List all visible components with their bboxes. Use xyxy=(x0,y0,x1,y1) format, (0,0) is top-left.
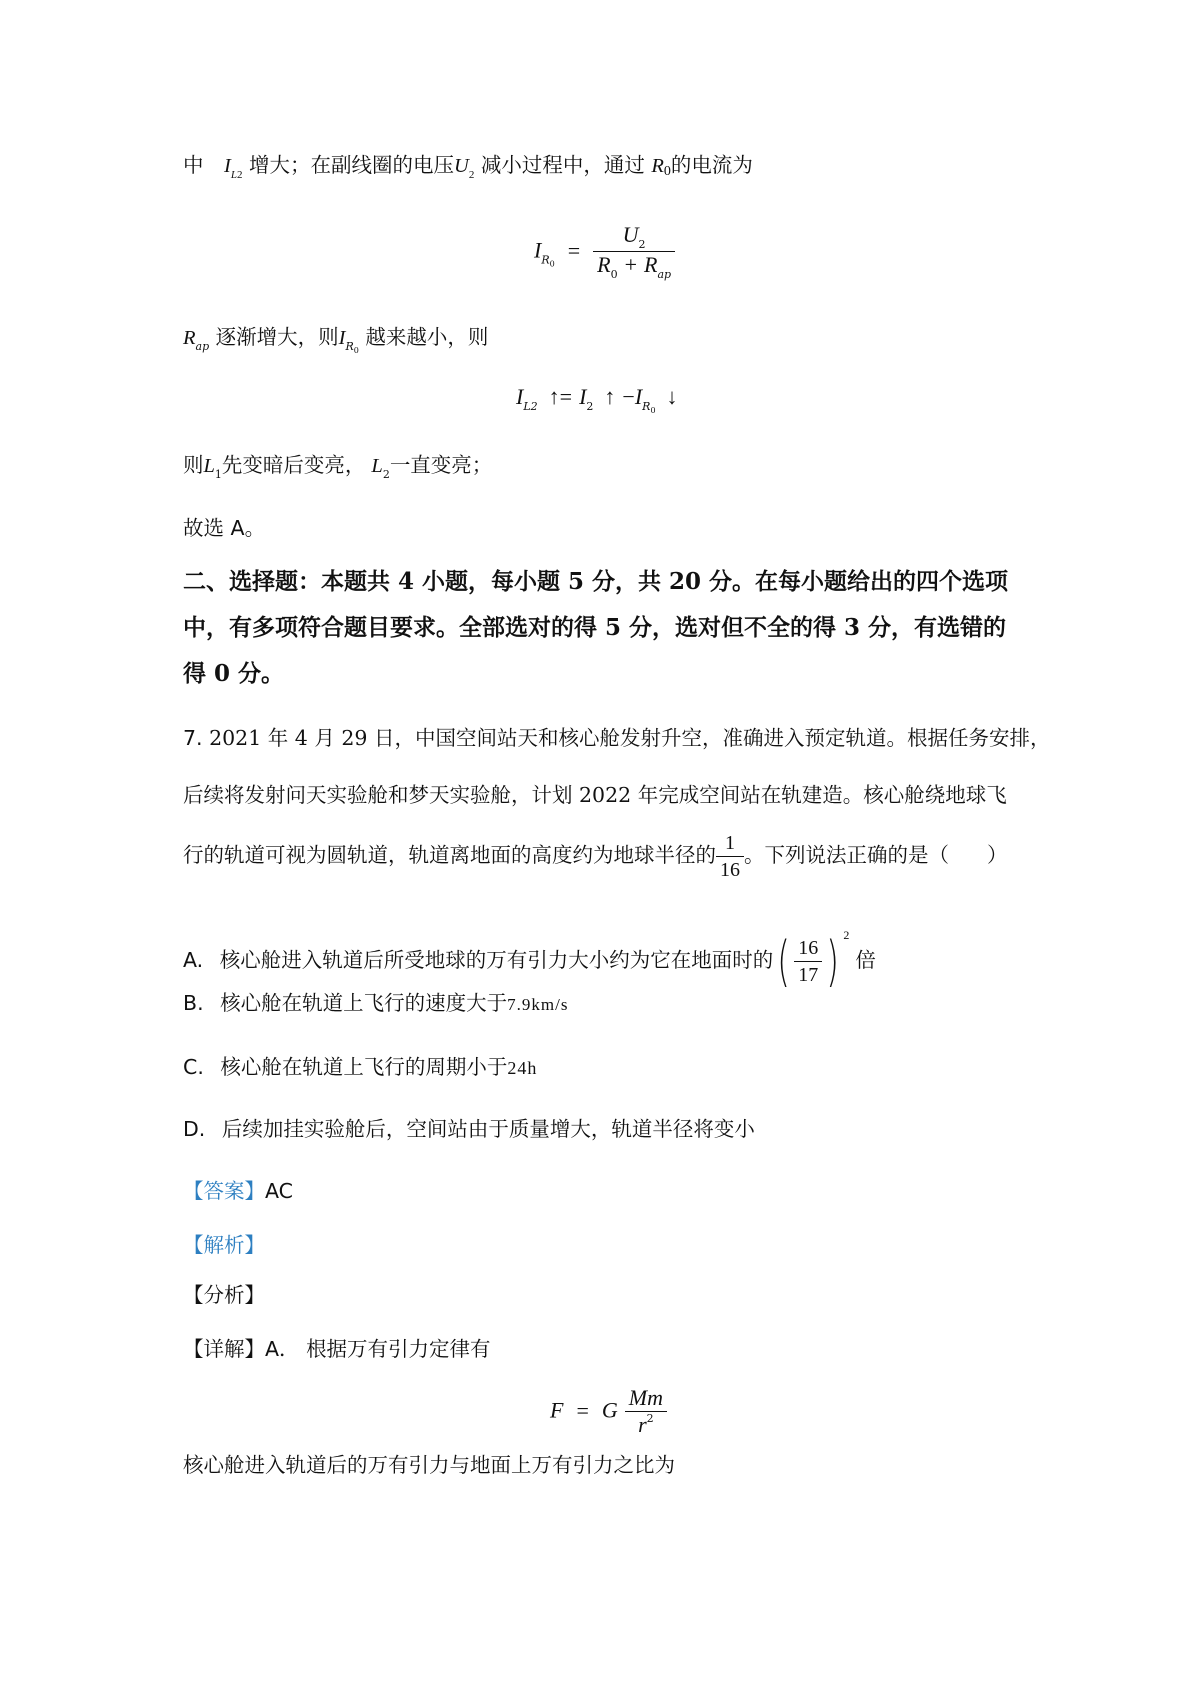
fraction-numerator: 1 xyxy=(725,832,735,854)
answer-value: AC xyxy=(265,1179,293,1203)
eq-lhs: I xyxy=(534,237,542,263)
text-line-2 xyxy=(183,322,488,366)
question-7-line-1 xyxy=(183,723,1050,753)
math-L1: L xyxy=(203,455,215,477)
text: 。 xyxy=(244,516,266,540)
fenxi-tag: 【分析】 xyxy=(183,1283,265,1307)
math-U2: $U_2$ xyxy=(454,155,475,181)
text-line-4 xyxy=(183,513,265,543)
option-d xyxy=(183,1114,755,1144)
text: 。下列说法正确的是（ xyxy=(744,843,949,867)
option-label: A. xyxy=(183,948,204,972)
analysis-tag: 【解析】 xyxy=(183,1233,265,1257)
option-text: 核心舱在轨道上飞行的速度大于 xyxy=(220,991,508,1015)
math-R: R xyxy=(183,327,196,349)
detail-label: A． xyxy=(265,1337,300,1361)
text-line-3 xyxy=(183,450,492,490)
option-label: D. xyxy=(183,1117,206,1141)
section-heading-line-2: 中，有多项符合题目要求。全部选对的得 5 分，选对但不全的得 3 分，有选错的 xyxy=(183,614,1007,641)
arrow-up-icon: ↑ xyxy=(604,384,616,409)
text: 逐渐增大，则 xyxy=(215,325,339,349)
option-value: 24h xyxy=(507,1058,538,1078)
detail-tag: 【详解】 xyxy=(183,1337,265,1361)
text: 一直变亮； xyxy=(389,453,493,477)
fraction xyxy=(593,222,675,281)
equation-IL2 xyxy=(516,384,678,415)
math-sub: R xyxy=(345,340,354,353)
text: 先变暗后变亮， xyxy=(221,453,366,477)
text: ） xyxy=(987,843,1008,867)
arrow-up-icon: ↑ xyxy=(548,384,560,409)
exponent: 2 xyxy=(843,928,850,942)
num-sub: 2 xyxy=(638,238,646,251)
fraction-numerator xyxy=(593,222,675,251)
text: 增大；在副线圈的电压 xyxy=(249,153,455,177)
math-R0: R0 xyxy=(651,155,671,179)
eq2-b: I xyxy=(579,384,587,409)
question-7-line-3 xyxy=(183,830,1008,883)
equation-IR0 xyxy=(534,222,675,281)
eq-lhs-sub: R xyxy=(541,253,550,267)
math-subsub: 0 xyxy=(353,346,359,355)
den-plus: + xyxy=(624,252,638,277)
text: 越来越小，则 xyxy=(365,325,489,349)
eq-sign: = xyxy=(567,237,581,263)
option-label: C. xyxy=(183,1055,204,1079)
text: 则 xyxy=(183,453,204,477)
option-value: 7.9km/s xyxy=(507,995,569,1014)
choice-letter: A xyxy=(230,516,245,540)
fraction-numerator: 16 xyxy=(798,937,819,959)
text: 2021 年 4 月 29 日，中国空间站天和核心舱发射升空，准确进入预定轨道。根据任务安排， xyxy=(209,726,1051,750)
fraction-denominator: 17 xyxy=(798,964,819,986)
eq3-sign: = xyxy=(576,1397,589,1423)
detail-line xyxy=(183,1334,491,1364)
den-sub-a: 0 xyxy=(610,268,618,281)
answer-tag: 【答案】 xyxy=(183,1179,265,1203)
eq2-c-sub: R xyxy=(642,400,651,413)
answer-line xyxy=(183,1176,293,1206)
question-7-line-2 xyxy=(183,780,1007,810)
text: 故选 xyxy=(183,516,224,540)
eq-lhs-subsub: 0 xyxy=(549,259,555,269)
math-sub: ap xyxy=(195,340,210,353)
text: 行的轨道可视为圆轨道，轨道离地面的高度约为地球半径的 xyxy=(183,843,716,867)
text: 根据万有引力定律有 xyxy=(306,1337,491,1361)
option-text: 后续加挂实验舱后，空间站由于质量增大，轨道半径将变小 xyxy=(221,1117,755,1141)
question-number: 7. xyxy=(183,726,203,750)
eq2-b-sub: 2 xyxy=(586,400,594,413)
den-exponent: 2 xyxy=(646,1412,654,1425)
text: 减小过程中，通过 xyxy=(480,153,645,177)
eq2-minus: − xyxy=(622,384,635,409)
text-line-1 xyxy=(183,150,753,190)
option-a xyxy=(183,905,876,993)
option-text: 核心舱进入轨道后所受地球的万有引力大小约为它在地面时的 xyxy=(219,948,774,972)
section-heading-line-1: 二、选择题：本题共 4 小题，每小题 5 分，共 20 分。在每小题给出的四个选项 xyxy=(183,568,1009,595)
text: 后续将发射问天实验舱和梦天实验舱，计划 2022 年完成空间站在轨建造。核心舱绕地球飞 xyxy=(183,783,1007,807)
text: 的电流为 xyxy=(670,153,753,177)
fraction xyxy=(625,1385,667,1438)
num-var: U xyxy=(622,222,639,247)
eq2-c-subsub: 0 xyxy=(650,406,656,415)
den-var: r xyxy=(638,1412,647,1437)
eq2-a-sub: L2 xyxy=(523,400,538,413)
option-text: 核心舱在轨道上飞行的周期小于 xyxy=(220,1055,508,1079)
fraction-numerator: Mm xyxy=(628,1385,663,1410)
eq2-a: I xyxy=(516,384,524,409)
fraction-16-17 xyxy=(794,935,822,988)
text: 中 xyxy=(183,153,204,177)
left-paren-icon: ( xyxy=(777,929,791,993)
math-L2: L xyxy=(371,455,383,477)
option-label: B. xyxy=(183,991,204,1015)
den-sub-b: ap xyxy=(657,268,672,281)
eq3-lhs: F xyxy=(550,1397,564,1423)
right-paren-icon: ) xyxy=(826,929,840,993)
fraction-1-16 xyxy=(716,830,744,883)
section-heading-line-3: 得 0 分。 xyxy=(183,660,285,687)
eq2-sign: = xyxy=(559,384,573,409)
eq3-g: G xyxy=(601,1397,618,1423)
last-line: 核心舱进入轨道后的万有引力与地面上万有引力之比为 xyxy=(183,1453,675,1477)
math-I: I xyxy=(338,327,346,349)
math-sub: 1 xyxy=(214,468,222,481)
option-c xyxy=(183,1052,537,1083)
text: 倍 xyxy=(855,948,876,972)
option-b xyxy=(183,988,568,1020)
equation-gravity xyxy=(550,1385,667,1438)
den-var-a: R xyxy=(597,252,611,277)
fraction-denominator xyxy=(593,252,675,281)
eq2-c: I xyxy=(634,384,643,409)
math-sub: 2 xyxy=(382,468,390,481)
fraction-denominator: 16 xyxy=(720,859,740,881)
fraction-denominator xyxy=(625,1412,667,1438)
den-var-b: R xyxy=(644,252,658,277)
arrow-down-icon: ↓ xyxy=(666,384,678,409)
math-IL2: $I_{L2}$ xyxy=(224,155,243,181)
